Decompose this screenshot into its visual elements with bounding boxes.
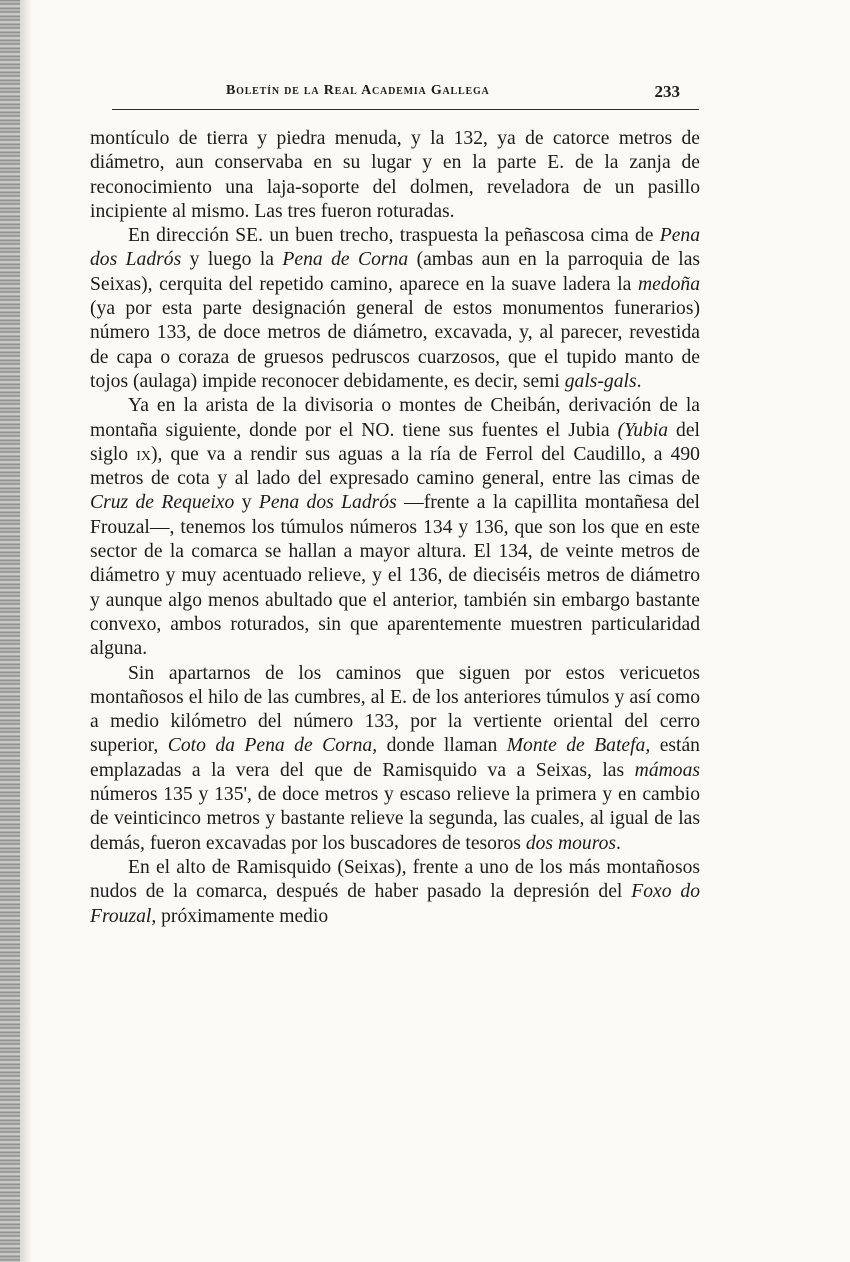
paragraph [90, 224, 700, 394]
italic-term: Pena de Corna [282, 249, 409, 271]
text-segment: En dirección SE. un buen trecho, traspuesta la peñascosa cima de [128, 225, 660, 247]
scan-edge-shadow [20, 0, 32, 1262]
text-segment: del siglo [90, 419, 700, 465]
italic-term: (Yubia [617, 419, 669, 441]
italic-term: Monte de Batefa, [506, 735, 651, 757]
italic-term: medoña [637, 273, 700, 295]
text-segment: (ambas aun en la parroquia de las Seixas), cerquita del repetido camino, aparece en la suave ladera la [90, 249, 701, 295]
text-segment: números 135 y 135', de doce metros y escaso relieve la primera y en cambio de veinticinco metros y bastante relieve la segunda, las cuales, al igual de las demás, fueron excavadas por los buscadores de tesoros [90, 784, 700, 854]
text-segment: y luego la [181, 249, 283, 271]
paragraph [90, 856, 700, 929]
header-rule [112, 109, 699, 110]
text-segment: están emplazadas a la vera del que de Ramisquido va a Seixas, las [90, 735, 700, 781]
text-segment: y [234, 492, 259, 514]
italic-term: gals-gals [564, 370, 637, 392]
text-segment: —frente a la capillita montañesa del Frouzal—, tenemos los túmulos números 134 y 136, que son los que en este sector de la comarca se hallan a mayor altura. El 134, de veinte metros de diámetro y muy acentuado relieve, y el 136, de dieciséis metros de diámetro y aunque algo menos abultado que el anterior, también sin embargo bastante convexo, ambos roturados, sin que aparentemente muestren particularidad alguna. [90, 492, 701, 660]
text-segment: ), que va a rendir sus aguas a la ría de Ferrol del Caudillo, a 490 metros de cota y al lado del expresado camino general, entre las cimas de [90, 443, 700, 490]
text-segment: . [616, 832, 621, 854]
scan-binding-edge [0, 0, 20, 1262]
paragraph [90, 394, 700, 661]
italic-term: mámoas [634, 759, 700, 781]
text-segment: Ya en la arista de la divisoria o montes de Cheibán, derivación de la montaña siguiente, donde por el NO. tiene sus fuentes el Jubia [90, 395, 700, 441]
italic-term: Coto da Pena de Corna, [167, 735, 378, 757]
article-body [90, 127, 700, 929]
small-caps-text: ix [136, 443, 151, 465]
italic-term: Pena dos Ladrós [258, 492, 397, 514]
italic-term: Pena dos Ladrós [90, 225, 700, 271]
italic-term: Foxo do Frouzal, [90, 881, 700, 927]
text-segment: . [636, 370, 642, 392]
text-segment: En el alto de Ramisquido (Seixas), frente a uno de los más montañosos nudos de la comarca, después de haber pasado la depresión del [90, 856, 700, 903]
journal-title: Boletín de la Real Academia Gallega [226, 83, 490, 98]
italic-term: Cruz de Requeixo [90, 492, 235, 514]
paragraph [90, 127, 700, 224]
text-segment: próximamente medio [156, 905, 329, 927]
running-header [226, 80, 686, 104]
text-segment: Sin apartarnos de los caminos que siguen por estos vericuetos montañosos el hilo de las cumbres, al E. de los anteriores túmulos y así como a medio kilómetro del número 133, por la vertiente oriental del cerro superior, [90, 662, 700, 757]
page-number: 233 [654, 82, 680, 101]
text-segment: donde llaman [377, 735, 507, 757]
text-segment: montículo de tierra y piedra menuda, y la 132, ya de catorce metros de diámetro, aun conservaba en su lugar y en la parte E. de la zanja de reconocimiento una laja-soporte del dolmen, reveladora de un pasillo incipiente al mismo. Las tres fueron roturadas. [90, 128, 700, 222]
italic-term: dos mouros [525, 832, 617, 854]
text-segment: (ya por esta parte designación general de estos monumentos funerarios) número 133, de doce metros de diámetro, excavada, y, al parecer, revestida de capa o coraza de gruesos pedruscos cuarzosos, que el tupido manto de tojos (aulaga) impide reconocer debidamente, es decir, semi [90, 298, 700, 392]
paragraph [90, 662, 700, 856]
